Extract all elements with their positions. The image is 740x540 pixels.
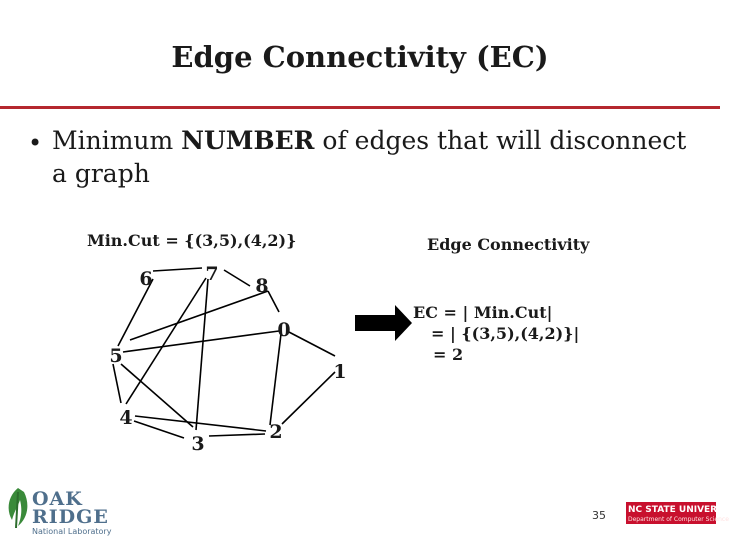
mincut-label: Min.Cut = {(3,5),(4,2)} bbox=[87, 231, 297, 250]
edge-connectivity-heading: Edge Connectivity bbox=[427, 235, 590, 254]
node-label-2: 2 bbox=[269, 421, 283, 443]
logo-oak-ridge-line1: OAK bbox=[32, 488, 83, 510]
node-label-8: 8 bbox=[255, 275, 269, 297]
node-label-7: 7 bbox=[205, 263, 219, 285]
ec-line-3: = 2 bbox=[433, 345, 464, 364]
edge-7-3 bbox=[196, 279, 208, 430]
edge-3-2 bbox=[209, 434, 265, 436]
edge-6-7 bbox=[153, 268, 202, 271]
edge-5-4 bbox=[113, 364, 121, 403]
slide-title: Edge Connectivity (EC) bbox=[171, 40, 549, 74]
edge-1-2 bbox=[282, 372, 335, 424]
node-label-5: 5 bbox=[109, 345, 123, 367]
logo-oak-ridge-line3: National Laboratory bbox=[32, 527, 112, 536]
logo-oak-ridge-line2: RIDGE bbox=[32, 506, 109, 528]
bullet-text-post: of edges that will disconnect a graph bbox=[52, 126, 687, 188]
node-label-1: 1 bbox=[333, 361, 347, 383]
node-label-4: 4 bbox=[119, 407, 133, 429]
ec-line-2: = | {(3,5),(4,2)}| bbox=[431, 324, 580, 343]
page-number: 35 bbox=[592, 509, 606, 522]
node-label-3: 3 bbox=[191, 433, 205, 455]
node-label-6: 6 bbox=[139, 268, 153, 290]
right-arrow-icon bbox=[355, 305, 412, 341]
ec-line-1: EC = | Min.Cut| bbox=[413, 303, 553, 322]
edge-4-3 bbox=[134, 421, 184, 438]
node-label-0: 0 bbox=[277, 319, 291, 341]
cut-edges bbox=[209, 434, 265, 436]
edge-8-0 bbox=[268, 291, 279, 312]
edge-8-6 bbox=[130, 291, 268, 340]
ncstate-logo-text: NC STATE UNIVERSITY bbox=[628, 505, 740, 515]
oak-leaf-icon bbox=[9, 488, 28, 528]
graph-edges bbox=[113, 268, 335, 438]
edge-7-4 bbox=[126, 278, 206, 404]
bullet-text-pre: Minimum bbox=[52, 126, 182, 155]
ncstate-logo-subtext: Department of Computer Science bbox=[628, 516, 729, 523]
edge-7-8 bbox=[224, 270, 250, 286]
bullet-text-bold: NUMBER bbox=[181, 126, 315, 155]
bullet-marker: • bbox=[28, 129, 43, 157]
edge-0-1 bbox=[287, 331, 335, 356]
edge-0-2 bbox=[270, 334, 281, 425]
